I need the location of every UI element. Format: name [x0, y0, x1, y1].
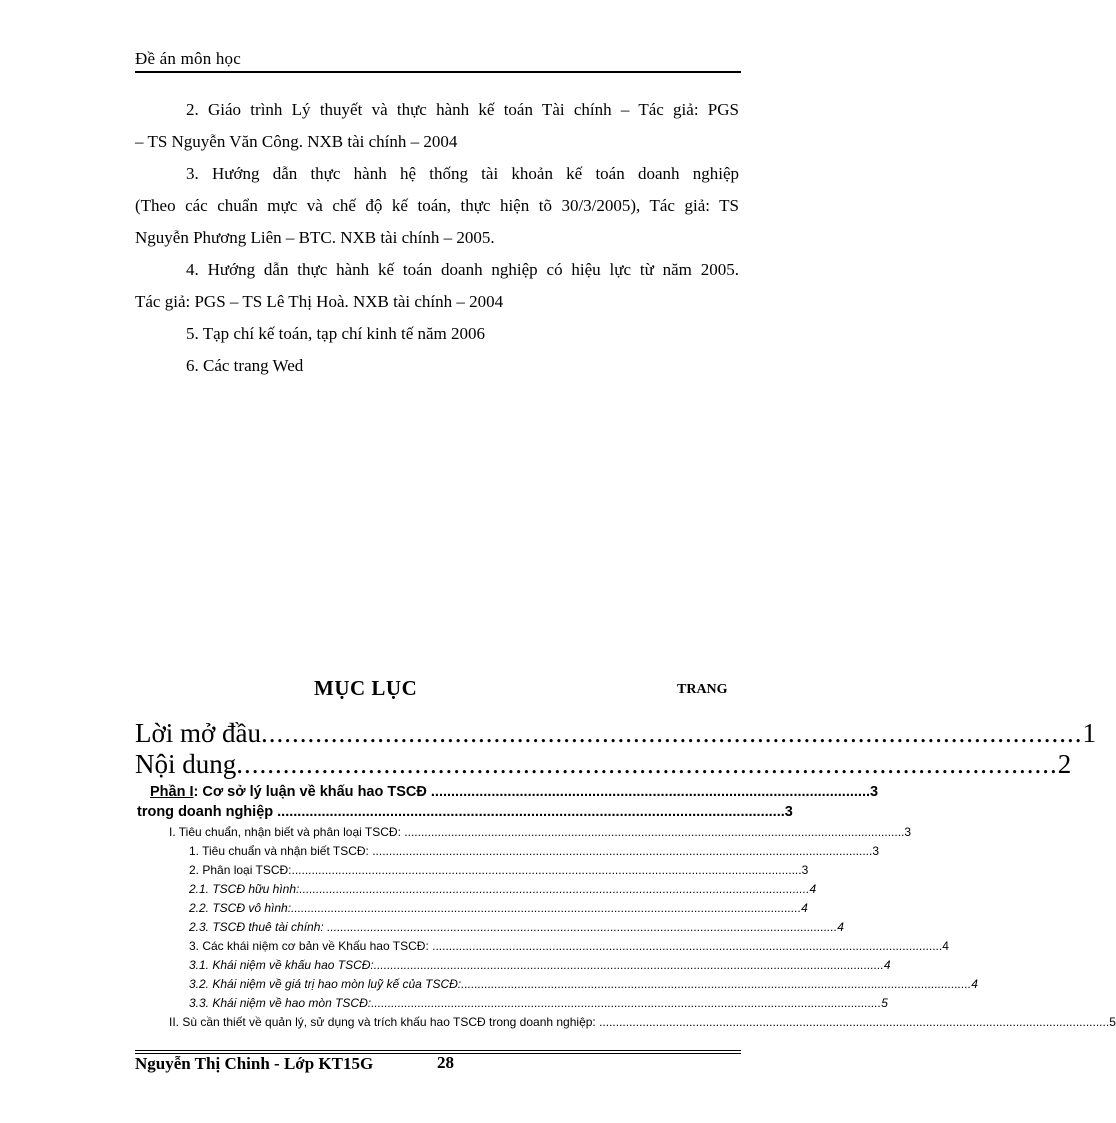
toc-entry-page: 4 [942, 939, 949, 953]
toc-part-title: trong doanh nghiệp [137, 804, 274, 820]
reference-line: 3. Hướng dẫn thực hành hệ thống tài khoản kế toán doanh nghiệp [186, 164, 739, 183]
toc-entry-title: 2.2. TSCĐ vô hình: [189, 901, 292, 915]
toc-entry-title: Nội dung [135, 749, 237, 779]
dot-leader: ......................................................................................................................................................... [299, 882, 810, 896]
dot-leader: ...................................................................................................................................................... [400, 825, 905, 839]
toc-part-entry[interactable] [150, 784, 879, 800]
dot-leader: .......................................................................................................... [236, 749, 1058, 779]
toc-entry[interactable] [189, 844, 880, 858]
reference-line: Tác giả: PGS – TS Lê Thị Hoà. NXB tài chính – 2004 [135, 292, 504, 311]
toc-page-column-label: TRANG [677, 682, 728, 697]
dot-leader: ......................................................................................................................................................... [595, 1015, 1110, 1029]
dot-leader: .............................................................................................................................. [273, 804, 785, 820]
toc-entry-page: 4 [971, 977, 978, 991]
toc-entry-page: 2 [1057, 749, 1072, 779]
dot-leader: .......................................................................................................... [261, 718, 1083, 748]
reference-line: (Theo các chuẩn mực và chế độ kế toán, thực hiện tõ 30/3/2005), Tác giả: TS [135, 196, 739, 215]
toc-entry-page: 4 [837, 920, 844, 934]
dot-leader: ......................................................................................................................................................... [291, 901, 802, 915]
dot-leader: ...................................................................................................................................................... [368, 844, 873, 858]
toc-entry-title: 2. Phân loại TSCĐ: [189, 863, 292, 877]
reference-item [135, 94, 739, 158]
reference-line: – TS Nguyễn Văn Công. NXB tài chính – 2004 [135, 132, 458, 151]
toc-entry-title: 3. Các khái niệm cơ bản về Khấu hao TSCĐ: [189, 939, 429, 953]
toc-entry[interactable] [169, 825, 912, 839]
toc-entry[interactable] [189, 996, 888, 1010]
reference-item [135, 350, 739, 382]
dot-leader: ......................................................................................................................................................... [371, 996, 882, 1010]
footer-author: Nguyễn Thị Chinh - Lớp KT15G [135, 1054, 374, 1073]
reference-line: 2. Giáo trình Lý thuyết và thực hành kế toán Tài chính – Tác giả: PGS [186, 100, 739, 119]
dot-leader: ......................................................................................................................................................... [428, 939, 943, 953]
toc-entry[interactable] [135, 749, 1072, 780]
dot-leader: ......................................................................................................................................................... [323, 920, 838, 934]
toc-entry-title: Lời mở đầu [135, 718, 262, 748]
reference-item [135, 254, 739, 318]
toc-part-label: Phần I [150, 784, 194, 800]
toc-entry[interactable] [189, 939, 949, 953]
toc-entry-title: 1. Tiêu chuẩn và nhận biết TSCĐ: [189, 844, 369, 858]
toc-entry-page: 3 [904, 825, 912, 839]
toc-entry-page: 4 [809, 882, 817, 896]
toc-entry-page: 3 [784, 804, 793, 820]
toc-entry-title: 3.3. Khái niệm về hao mòn TSCĐ: [189, 996, 372, 1010]
toc-entry-page: 3 [801, 863, 809, 877]
toc-entry[interactable] [135, 718, 1097, 749]
toc-entry-page: 5 [1109, 1015, 1116, 1029]
toc-entry-title: I. Tiêu chuẩn, nhận biết và phân loại TSCĐ: [169, 825, 401, 839]
reference-item [135, 158, 739, 254]
toc-entry-page: 4 [801, 901, 808, 915]
toc-entry-page: 1 [1082, 718, 1097, 748]
toc-entry-title: 3.1. Khái niệm về khấu hao TSCĐ: [189, 958, 374, 972]
header-title: Đề án môn học [135, 49, 241, 68]
toc-part-entry[interactable] [137, 804, 793, 820]
header-rule [135, 71, 741, 73]
footer-rule [135, 1050, 741, 1051]
toc-entry-page: 4 [883, 958, 891, 972]
toc-entry[interactable] [189, 920, 844, 934]
toc-entry[interactable] [189, 977, 978, 991]
toc-entry-page: 5 [881, 996, 888, 1010]
toc-part-title: : Cơ sở lý luận về khấu hao TSCĐ [193, 784, 427, 800]
toc-entry[interactable] [189, 863, 809, 877]
toc-entry-title: II. Sù cần thiết về quản lý, sử dụng và trích khấu hao TSCĐ trong doanh nghiệp: [169, 1015, 596, 1029]
reference-line: 4. Hướng dẫn thực hành kế toán doanh nghiệp có hiệu lực từ năm 2005. [186, 260, 739, 279]
toc-heading: MỤC LỤC [314, 676, 418, 700]
dot-leader: ......................................................................................................................................................... [461, 977, 972, 991]
reference-list [135, 94, 739, 382]
toc-entry-title: 2.1. TSCĐ hữu hình: [189, 882, 300, 896]
toc-entry-title: 2.3. TSCĐ thuê tài chính: [189, 920, 324, 934]
dot-leader: ............................................................................................................. [426, 784, 871, 800]
footer-page-number: 28 [437, 1053, 454, 1072]
reference-item [135, 318, 739, 350]
reference-line: 5. Tạp chí kế toán, tạp chí kinh tế năm 2006 [186, 324, 486, 343]
reference-line: 6. Các trang Wed [186, 356, 304, 375]
toc-entry[interactable] [189, 901, 808, 915]
dot-leader: ......................................................................................................................................................... [373, 958, 884, 972]
toc-entry-title: 3.2. Khái niệm về giá trị hao mòn luỹ kế của TSCĐ: [189, 977, 462, 991]
toc-entry-page: 3 [870, 784, 879, 800]
toc-entry[interactable] [189, 882, 817, 896]
reference-line: Nguyễn Phương Liên – BTC. NXB tài chính – 2005. [135, 228, 495, 247]
toc-entry-page: 3 [872, 844, 880, 858]
toc-entry[interactable] [169, 1015, 1116, 1029]
toc-entry[interactable] [189, 958, 891, 972]
dot-leader: ......................................................................................................................................................... [291, 863, 802, 877]
